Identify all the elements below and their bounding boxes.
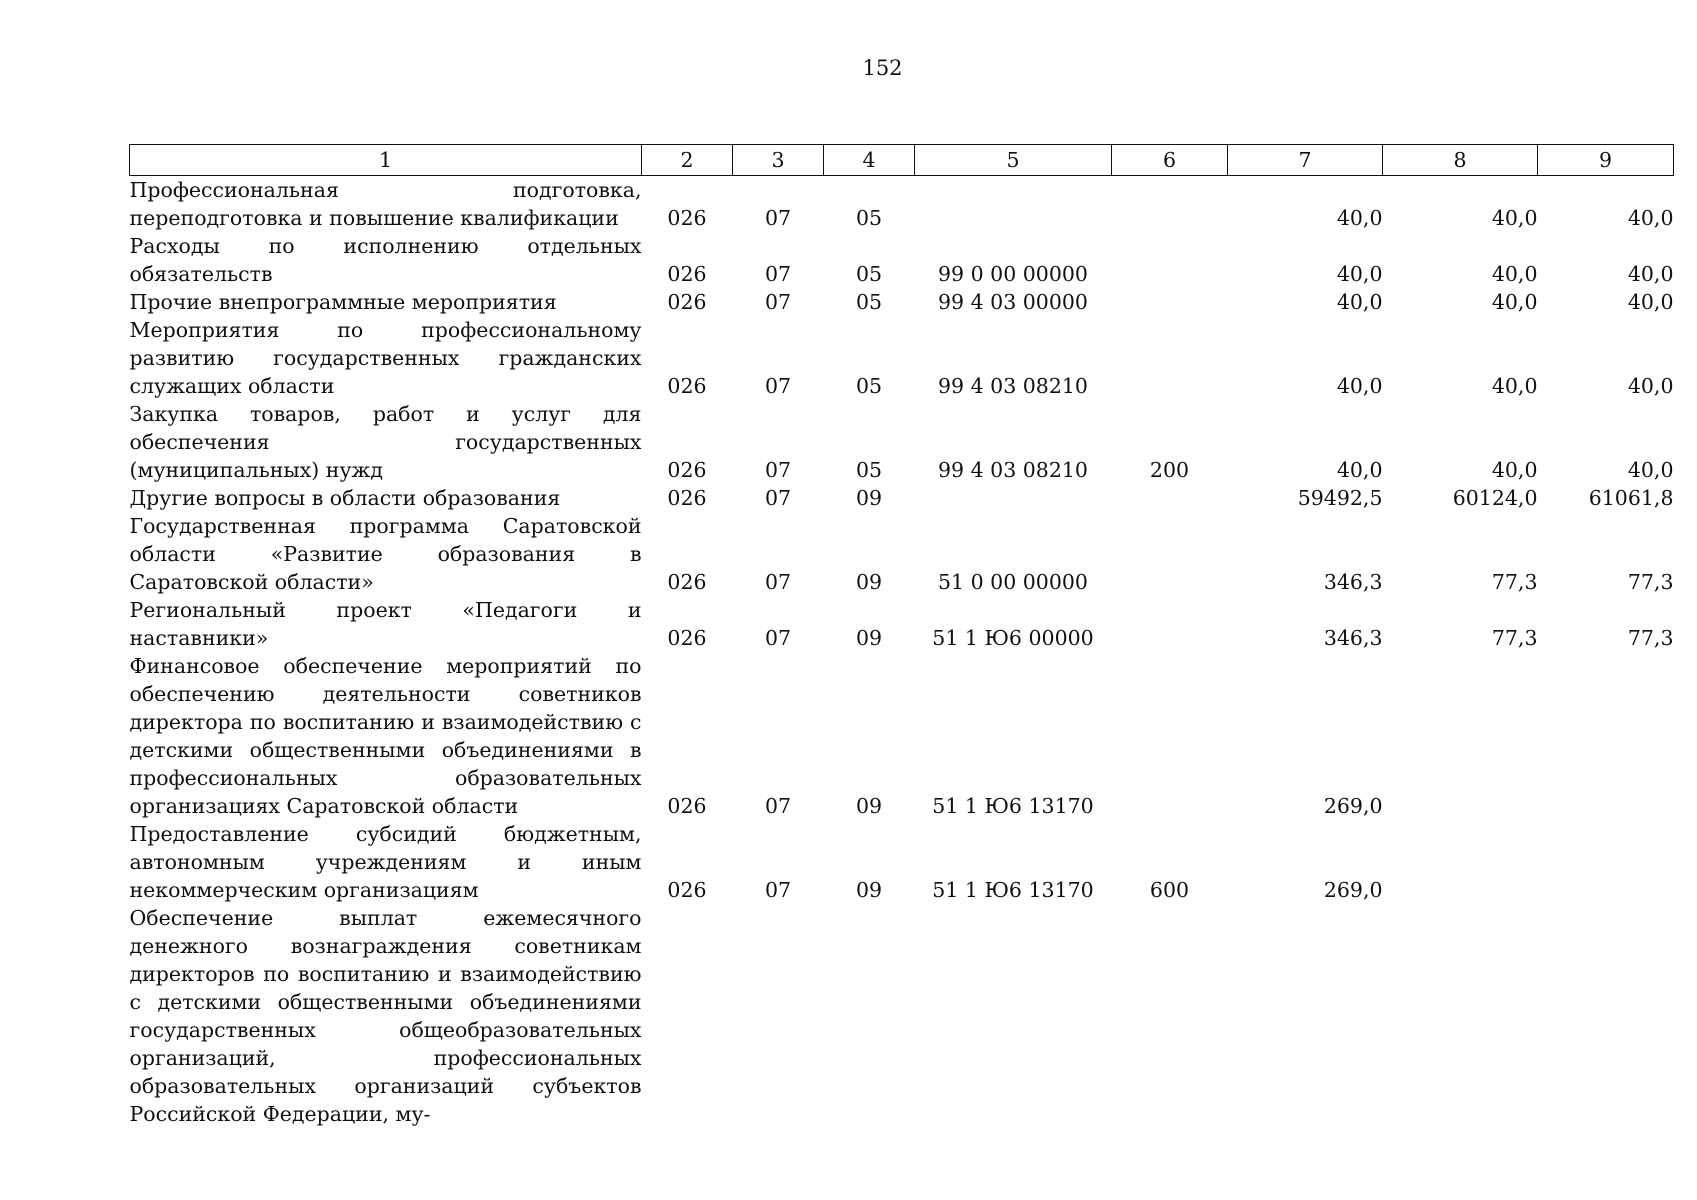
cell-vr xyxy=(1112,512,1228,596)
cell-csr xyxy=(915,904,1112,1128)
cell-amount-3: 40,0 xyxy=(1627,262,1674,286)
cell-rz: 07 xyxy=(764,262,792,286)
cell-csr: 51 1 Ю6 13170 xyxy=(932,878,1094,902)
table-row xyxy=(130,400,1674,484)
cell-pr xyxy=(824,904,915,1128)
cell-amount-3: 61061,8 xyxy=(1588,486,1674,510)
cell-rz: 07 xyxy=(764,206,792,230)
cell-pr: 09 xyxy=(855,570,883,594)
cell-amount-2: 77,3 xyxy=(1491,626,1538,650)
cell-amount-3: 40,0 xyxy=(1627,290,1674,314)
cell-amount-2: 40,0 xyxy=(1491,374,1538,398)
table-row xyxy=(130,484,1674,512)
table-row xyxy=(130,176,1674,233)
cell-vr xyxy=(1112,176,1228,233)
cell-ved: 026 xyxy=(667,878,707,902)
table-row xyxy=(130,316,1674,400)
col-header-7: 7 xyxy=(1228,145,1383,176)
cell-ved: 026 xyxy=(667,794,707,818)
cell-amount-2 xyxy=(1383,904,1538,1128)
cell-rz xyxy=(733,904,824,1128)
row-name: Государственная программа Саратовской области «Развитие образования в Саратовской области» xyxy=(129,514,642,594)
cell-vr xyxy=(1112,652,1228,820)
row-name: Обеспечение выплат ежемесячного денежного вознаграждения советникам директоров по воспитанию и взаимодействию с детскими общественными объединениями государственных общеобразовательных организаций, профессиональных образовательных организаций субъектов Российской Федерации, му- xyxy=(129,906,642,1126)
row-name: Финансовое обеспечение мероприятий по обеспечению деятельности советников директора по воспитанию и взаимодействию с детскими общественными объединениями в профессиональных образовательных организациях Саратовской области xyxy=(129,654,642,818)
cell-pr: 09 xyxy=(855,486,883,510)
table-row xyxy=(130,596,1674,652)
cell-rz: 07 xyxy=(764,290,792,314)
row-name: Предоставление субсидий бюджетным, автономным учреждениям и иным некоммерческим организациям xyxy=(129,822,642,902)
cell-amount-1: 269,0 xyxy=(1323,794,1383,818)
cell-rz: 07 xyxy=(764,374,792,398)
cell-amount-1: 40,0 xyxy=(1336,262,1383,286)
col-header-1: 1 xyxy=(130,145,642,176)
cell-pr: 05 xyxy=(855,458,883,482)
cell-rz: 07 xyxy=(764,626,792,650)
row-name: Прочие внепрограммные мероприятия xyxy=(129,290,557,314)
cell-amount-3 xyxy=(1538,904,1674,1128)
budget-table xyxy=(129,144,1674,1128)
cell-pr: 05 xyxy=(855,262,883,286)
cell-csr xyxy=(915,176,1112,233)
page-number: 152 xyxy=(862,56,903,80)
cell-vr xyxy=(1112,316,1228,400)
table-row xyxy=(130,288,1674,316)
cell-pr: 05 xyxy=(855,290,883,314)
cell-rz: 07 xyxy=(764,878,792,902)
cell-amount-2: 40,0 xyxy=(1491,206,1538,230)
col-header-8: 8 xyxy=(1383,145,1538,176)
row-name: Расходы по исполнению отдельных обязательств xyxy=(129,234,642,286)
cell-amount-3: 77,3 xyxy=(1627,570,1674,594)
cell-vr: 600 xyxy=(1149,878,1190,902)
cell-rz: 07 xyxy=(764,794,792,818)
table-row xyxy=(130,652,1674,820)
cell-rz: 07 xyxy=(764,486,792,510)
cell-amount-2: 40,0 xyxy=(1491,290,1538,314)
cell-ved: 026 xyxy=(667,570,707,594)
cell-ved: 026 xyxy=(667,206,707,230)
cell-csr: 99 0 00 00000 xyxy=(938,262,1088,286)
cell-pr: 05 xyxy=(855,374,883,398)
table-row xyxy=(130,232,1674,288)
cell-amount-1: 40,0 xyxy=(1336,458,1383,482)
cell-amount-1 xyxy=(1228,904,1383,1128)
cell-amount-2 xyxy=(1383,820,1538,904)
cell-vr xyxy=(1112,288,1228,316)
cell-vr xyxy=(1112,232,1228,288)
col-header-4: 4 xyxy=(824,145,915,176)
cell-csr: 99 4 03 08210 xyxy=(938,374,1088,398)
cell-amount-2: 77,3 xyxy=(1491,570,1538,594)
table-body xyxy=(130,176,1674,1129)
cell-amount-3: 40,0 xyxy=(1627,374,1674,398)
col-header-3: 3 xyxy=(733,145,824,176)
cell-ved: 026 xyxy=(667,458,707,482)
cell-csr: 51 1 Ю6 00000 xyxy=(932,626,1094,650)
cell-amount-3 xyxy=(1538,820,1674,904)
header-row xyxy=(130,145,1674,176)
cell-pr: 09 xyxy=(855,626,883,650)
row-name: Закупка товаров, работ и услуг для обеспечения государственных (муниципальных) нужд xyxy=(129,402,642,482)
table-row xyxy=(130,820,1674,904)
cell-amount-1: 346,3 xyxy=(1323,570,1383,594)
table-row xyxy=(130,904,1674,1128)
cell-csr xyxy=(915,484,1112,512)
row-name: Мероприятия по профессиональному развитию государственных гражданских служащих области xyxy=(129,318,642,398)
cell-ved: 026 xyxy=(667,374,707,398)
cell-csr: 99 4 03 08210 xyxy=(938,458,1088,482)
cell-ved: 026 xyxy=(667,486,707,510)
col-header-5: 5 xyxy=(915,145,1112,176)
cell-csr: 99 4 03 00000 xyxy=(938,290,1088,314)
cell-ved: 026 xyxy=(667,626,707,650)
cell-amount-2: 40,0 xyxy=(1491,262,1538,286)
cell-pr: 09 xyxy=(855,878,883,902)
cell-amount-2: 60124,0 xyxy=(1452,486,1538,510)
cell-vr xyxy=(1112,904,1228,1128)
cell-amount-3: 40,0 xyxy=(1627,458,1674,482)
row-name: Региональный проект «Педагоги и наставники» xyxy=(129,598,642,650)
col-header-9: 9 xyxy=(1538,145,1674,176)
row-name: Другие вопросы в области образования xyxy=(129,486,561,510)
col-header-2: 2 xyxy=(642,145,733,176)
cell-csr: 51 0 00 00000 xyxy=(938,570,1088,594)
cell-csr: 51 1 Ю6 13170 xyxy=(932,794,1094,818)
cell-amount-3: 77,3 xyxy=(1627,626,1674,650)
table-row xyxy=(130,512,1674,596)
row-name: Профессиональная подготовка, переподготовка и повышение квалификации xyxy=(129,178,642,230)
cell-amount-1: 59492,5 xyxy=(1297,486,1383,510)
cell-ved: 026 xyxy=(667,262,707,286)
cell-amount-2 xyxy=(1383,652,1538,820)
cell-amount-1: 40,0 xyxy=(1336,206,1383,230)
cell-amount-1: 40,0 xyxy=(1336,374,1383,398)
cell-vr: 200 xyxy=(1149,458,1190,482)
cell-pr: 09 xyxy=(855,794,883,818)
cell-rz: 07 xyxy=(764,570,792,594)
cell-ved: 026 xyxy=(667,290,707,314)
cell-vr xyxy=(1112,484,1228,512)
cell-amount-3: 40,0 xyxy=(1627,206,1674,230)
col-header-6: 6 xyxy=(1112,145,1228,176)
cell-amount-1: 269,0 xyxy=(1323,878,1383,902)
cell-rz: 07 xyxy=(764,458,792,482)
cell-amount-1: 40,0 xyxy=(1336,290,1383,314)
cell-amount-3 xyxy=(1538,652,1674,820)
cell-amount-2: 40,0 xyxy=(1491,458,1538,482)
cell-amount-1: 346,3 xyxy=(1323,626,1383,650)
cell-pr: 05 xyxy=(855,206,883,230)
cell-vr xyxy=(1112,596,1228,652)
cell-ved xyxy=(642,904,733,1128)
